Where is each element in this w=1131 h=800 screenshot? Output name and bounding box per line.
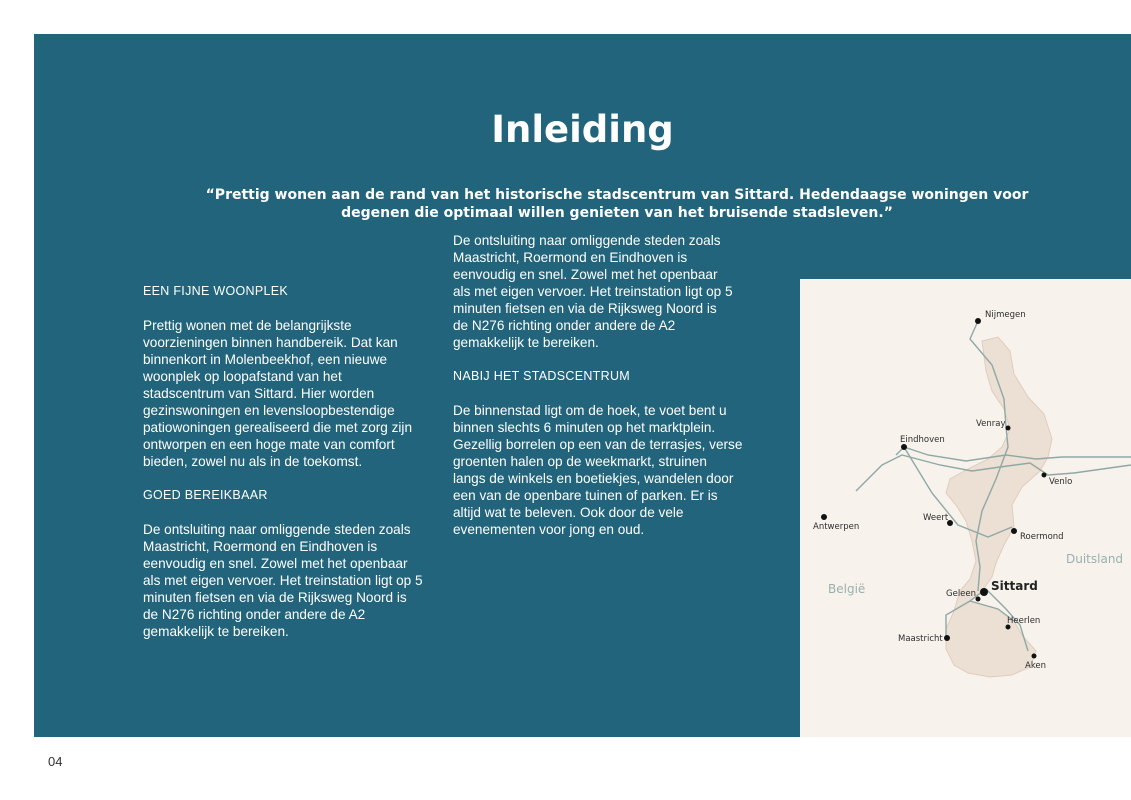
label-duitsland: Duitsland — [1066, 552, 1124, 566]
label-aken: Aken — [1025, 661, 1047, 671]
section-body-stadscentrum: De binnenstad ligt om de hoek, te voet bent u binnen slechts 6 minuten op het marktplein. Gezellig borrelen op een van de terrasjes, verse groenten halen op de weekmarkt, struinen langs de winkels en boetiekjes, wandelen door een van de openbare tuinen of parken. Er is altijd wat te beleven. Ook door de vele evenementen voor jong en oud. — [453, 403, 743, 537]
section-heading-stadscentrum: NABIJ HET STADSCENTRUM — [453, 369, 630, 383]
label-weert: Weert — [923, 513, 949, 523]
label-roermond: Roermond — [1020, 532, 1064, 542]
limburg-province-shape — [946, 337, 1052, 677]
section-body-bereikbaar-continued — [453, 233, 743, 351]
label-antwerpen: Antwerpen — [813, 522, 860, 532]
label-venray: Venray — [976, 419, 1006, 429]
marker-venlo — [1042, 473, 1047, 478]
label-sittard: Sittard — [991, 579, 1038, 593]
marker-venray — [1006, 426, 1011, 431]
marker-sittard — [980, 588, 988, 596]
marker-roermond — [1011, 528, 1017, 534]
road-network — [856, 321, 1131, 651]
section-body-bereikbaar — [143, 521, 423, 639]
label-venlo: Venlo — [1049, 477, 1073, 487]
label-geleen: Geleen — [946, 589, 977, 599]
bereikbaar-text-continued: De ontsluiting naar omliggende steden zoals Maastricht, Roermond en Eindhoven is eenvoudig en snel. Zowel met het openbaar als met eigen vervoer. Het treinstation ligt op 5 minuten fietsen en via de Rijksweg Noord is de N276 richting onder andere de A2 gemakkelijk te bereiken. — [453, 233, 733, 350]
marker-aken — [1032, 654, 1037, 659]
section-body-woonplek: Prettig wonen met de belangrijkste voorzieningen binnen handbereik. Dat kan binnenkort in Molenbeekhof, een nieuwe woonplek op loopafstand van het stadscentrum van Sittard. Hier worden gezinswoningen en levensloopbestendige patiowoningen gerealiseerd die met zorg zijn ontworpen en een hoge mate van comfort bieden, zowel nu als in de toekomst. — [143, 318, 413, 469]
text-column-left — [143, 283, 423, 639]
marker-geleen — [976, 597, 981, 602]
map-svg — [800, 279, 1131, 737]
bereikbaar-text: De ontsluiting naar omliggende steden zoals Maastricht, Roermond en Eindhoven is eenvoudig en snel. Zowel met het openbaar als met eigen vervoer. Het treinstation ligt op 5 minuten fietsen en via de Rijksweg Noord is de N276 richting onder andere de A2 gemakkelijk te bereiken. — [143, 522, 423, 639]
intro-quote: “Prettig wonen aan de rand van het historische stadscentrum van Sittard. Hedendaagse woningen voor degenen die optimaal willen genieten van het bruisende stadsleven.” — [205, 187, 1029, 221]
marker-maastricht — [944, 635, 950, 641]
region-map — [800, 279, 1131, 737]
label-maastricht: Maastricht — [898, 634, 943, 644]
text-column-middle — [453, 233, 743, 538]
section-heading-bereikbaar: GOED BEREIKBAAR — [143, 488, 268, 502]
label-heerlen: Heerlen — [1007, 616, 1041, 626]
label-belgie: België — [828, 582, 866, 596]
label-nijmegen: Nijmegen — [985, 310, 1026, 320]
page-number: 04 — [48, 754, 63, 769]
section-heading-woonplek: EEN FIJNE WOONPLEK — [143, 284, 289, 298]
page-title: Inleiding — [491, 108, 674, 151]
marker-nijmegen — [975, 318, 981, 324]
label-eindhoven: Eindhoven — [900, 435, 945, 445]
marker-antwerpen — [821, 514, 827, 520]
